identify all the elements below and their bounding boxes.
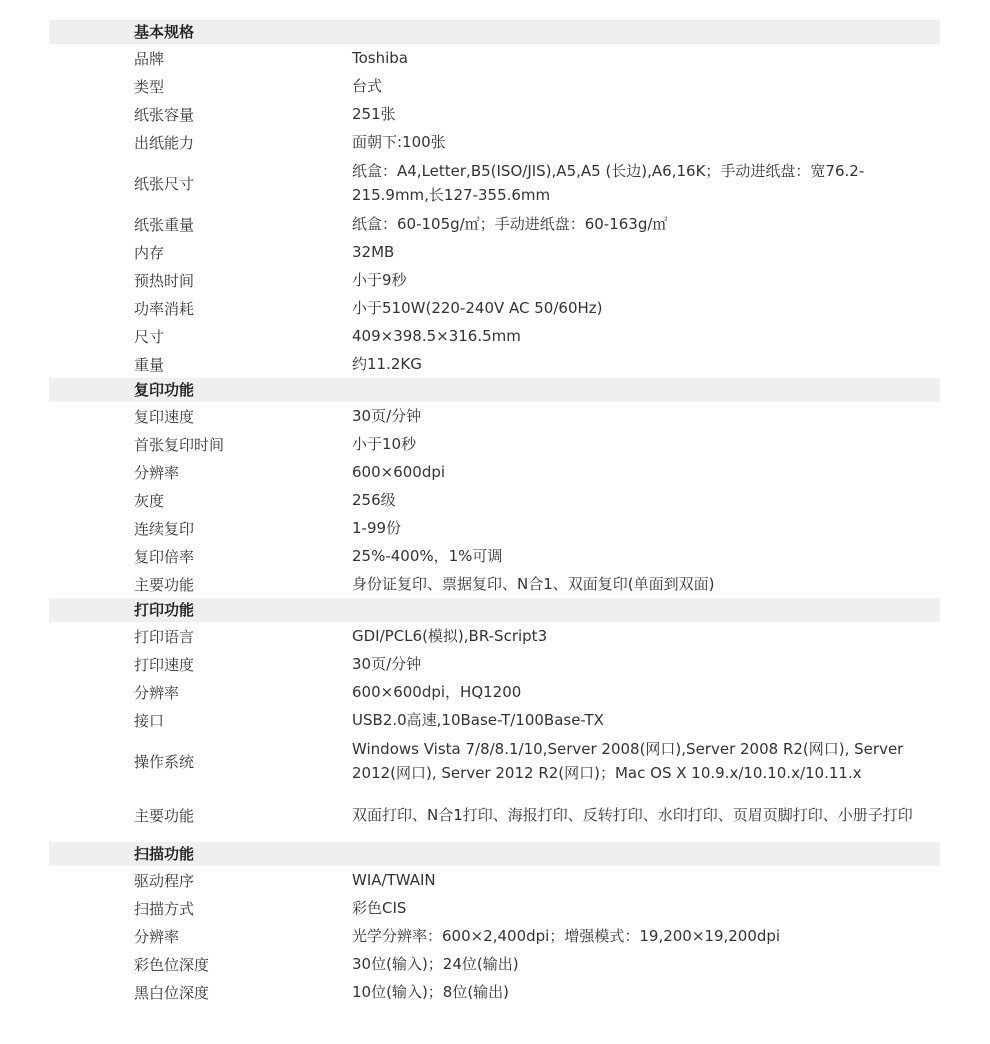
spec-label: 首张复印时间 [134,435,225,454]
spec-row [49,570,940,598]
spec-value: 25%-400%，1%可调 [352,547,503,565]
spec-label: 黑白位深度 [134,983,210,1002]
spec-row [49,678,940,706]
spec-row [49,458,940,486]
spec-value: 面朝下:100张 [352,133,446,151]
spec-label: 分辨率 [134,463,180,482]
spec-row [49,622,940,650]
spec-label: 复印速度 [134,407,195,426]
spec-row [49,788,940,842]
spec-row [49,72,940,100]
spec-value: 纸盒：A4,Letter,B5(ISO/JIS),A5,A5 (长边),A6,16K；手动进纸盘：宽76.2-215.9mm,长127-355.6mm [352,162,865,204]
spec-label: 主要功能 [134,806,195,825]
section-print-functions [49,598,940,842]
spec-row [49,350,940,378]
spec-label: 纸张重量 [134,215,195,234]
spec-value: 30页/分钟 [352,655,422,673]
spec-row [49,238,940,266]
spec-value: 约11.2KG [352,355,422,373]
spec-label: 连续复印 [134,519,195,538]
spec-row [49,734,940,788]
spec-value: 1-99份 [352,519,402,537]
spec-row [49,978,940,1006]
spec-value: 身份证复印、票据复印、N合1、双面复印(单面到双面) [352,575,715,593]
section-heading: 复印功能 [49,378,940,402]
spec-value: 双面打印、N合1打印、海报打印、反转打印、水印打印、页眉页脚打印、小册子打印 [352,806,913,824]
spec-value: WIA/TWAIN [352,871,436,889]
spec-value: Toshiba [352,49,408,67]
spec-row [49,294,940,322]
spec-label: 彩色位深度 [134,955,210,974]
section-copy-functions [49,378,940,598]
spec-label: 重量 [134,355,165,374]
spec-label: 纸张容量 [134,105,195,124]
spec-row [49,542,940,570]
section-heading: 基本规格 [49,20,940,44]
spec-row [49,486,940,514]
spec-label: 尺寸 [134,327,165,346]
section-heading: 打印功能 [49,598,940,622]
spec-label: 内存 [134,243,165,262]
spec-value: 251张 [352,105,396,123]
spec-label: 类型 [134,77,165,96]
spec-value: 纸盒：60-105g/㎡；手动进纸盘：60-163g/㎡ [352,215,668,233]
spec-value: GDI/PCL6(模拟),BR-Script3 [352,627,548,645]
spec-value: 32MB [352,243,395,261]
spec-row [49,650,940,678]
spec-value: 256级 [352,491,396,509]
spec-label: 操作系统 [134,752,195,771]
spec-label: 出纸能力 [134,133,195,152]
spec-row [49,866,940,894]
spec-value: 小于10秒 [352,435,417,453]
spec-value: 30页/分钟 [352,407,422,425]
spec-row [49,210,940,238]
spec-row [49,128,940,156]
spec-value: 409×398.5×316.5mm [352,327,521,345]
spec-label: 驱动程序 [134,871,195,890]
spec-label: 复印倍率 [134,547,195,566]
spec-row [49,894,940,922]
spec-label: 预热时间 [134,271,195,290]
spec-label: 打印语言 [134,627,195,646]
section-scan-functions [49,842,940,1006]
spec-row [49,266,940,294]
spec-value: USB2.0高速,10Base-T/100Base-TX [352,711,604,729]
spec-label: 纸张尺寸 [134,174,195,193]
spec-row [49,100,940,128]
spec-value: 600×600dpi，HQ1200 [352,683,522,701]
spec-value: 小于510W(220-240V AC 50/60Hz) [352,299,603,317]
spec-value: 小于9秒 [352,271,407,289]
spec-label: 分辨率 [134,927,180,946]
spec-value: 10位(输入)；8位(输出) [352,983,510,1001]
spec-row [49,44,940,72]
spec-row [49,706,940,734]
spec-value: 台式 [352,77,383,95]
spec-label: 接口 [134,711,165,730]
section-heading: 扫描功能 [49,842,940,866]
spec-label: 灰度 [134,491,165,510]
spec-row [49,950,940,978]
spec-row [49,430,940,458]
spec-row [49,514,940,542]
spec-value: Windows Vista 7/8/8.1/10,Server 2008(网口),Server 2008 R2(网口), Server 2012(网口), Server 2012 R2(网口)；Mac OS X 10.9.x/10.10.x/10.11.x [352,740,904,782]
spec-value: 30位(输入)；24位(输出) [352,955,519,973]
spec-label: 扫描方式 [134,899,195,918]
spec-value: 彩色CIS [352,899,407,917]
spec-row [49,322,940,350]
spec-value: 光学分辨率：600×2,400dpi；增强模式：19,200×19,200dpi [352,927,781,945]
spec-value: 600×600dpi [352,463,446,481]
section-basic-specs [49,20,940,378]
spec-label: 分辨率 [134,683,180,702]
spec-label: 功率消耗 [134,299,195,318]
spec-row [49,402,940,430]
spec-table [49,20,940,1006]
spec-row [49,156,940,210]
spec-row [49,922,940,950]
spec-label: 主要功能 [134,575,195,594]
spec-label: 品牌 [134,49,165,68]
spec-label: 打印速度 [134,655,195,674]
